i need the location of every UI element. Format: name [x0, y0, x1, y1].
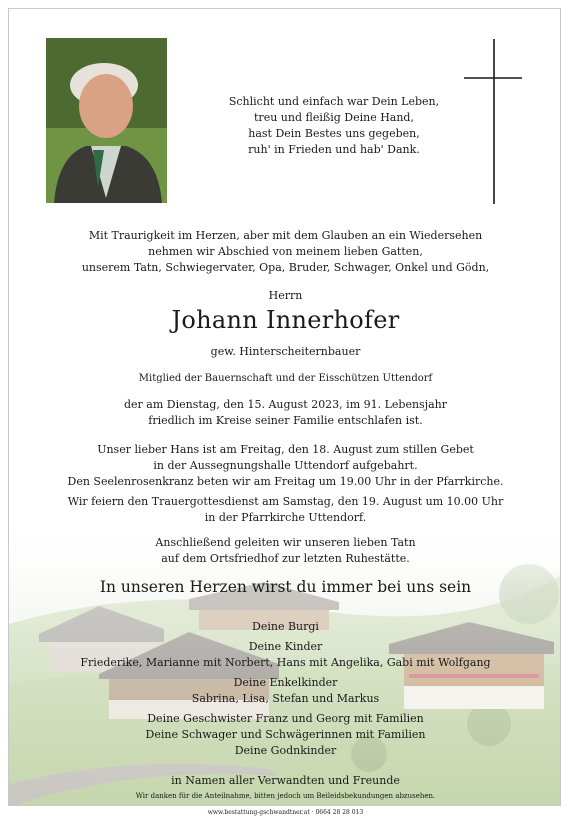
verse-line: treu und fleißig Deine Hand,: [254, 111, 414, 124]
verse-line: ruh' in Frieden und hab' Dank.: [248, 143, 420, 156]
latin-cross-icon: [464, 39, 524, 204]
mourner-line: Deine Enkelkinder: [233, 676, 338, 689]
funeral-home-contact: www.bestattung-gschwandtner.at · 0664 28 28 013: [207, 809, 364, 816]
footer-note: Wir danken für die Anteilnahme, bitten jedoch um Beileidsbekundungen abzusehen.: [135, 792, 436, 800]
detail-line: in der Pfarrkirche Uttendorf.: [204, 511, 367, 524]
obituary-card: [8, 8, 561, 806]
detail-line: in der Aussegnungshalle Uttendorf aufgebahrt.: [153, 459, 418, 472]
death-notice: [9, 397, 561, 429]
membership-line: Mitglied der Bauernschaft und der Eisschützen Uttendorf: [138, 373, 433, 384]
deceased-name: Johann Innerhofer: [171, 306, 400, 334]
death-line: der am Dienstag, den 15. August 2023, im 91. Lebensjahr: [123, 398, 448, 411]
verse-line: Schlicht und einfach war Dein Leben,: [228, 95, 440, 108]
mourner-line: Deine Kinder: [248, 640, 323, 653]
detail-line: Unser lieber Hans ist am Freitag, den 18. August zum stillen Gebet: [97, 443, 474, 456]
mourner-line: Deine Godnkinder: [234, 744, 337, 757]
intro-line: unserem Tatn, Schwiegervater, Opa, Bruder, Schwager, Onkel und Gödn,: [81, 261, 490, 274]
portrait-photo: [46, 38, 167, 203]
service-details: [9, 442, 561, 526]
mourner-line: in Namen aller Verwandten und Freunde: [171, 774, 400, 787]
death-line: friedlich im Kreise seiner Familie entschlafen ist.: [148, 414, 423, 427]
detail-line: Den Seelenrosenkranz beten wir am Freitag um 19.00 Uhr in der Pfarrkirche.: [67, 475, 504, 488]
intro-line: nehmen wir Abschied von meinem lieben Gatten,: [148, 245, 423, 258]
burial-notice: [9, 535, 561, 567]
mourner-line: Deine Schwager und Schwägerinnen mit Familien: [145, 728, 426, 741]
verse-line: hast Dein Bestes uns gegeben,: [248, 127, 420, 140]
burial-line: auf dem Ortsfriedhof zur letzten Ruhestätte.: [161, 552, 410, 565]
mourner-line: Sabrina, Lisa, Stefan und Markus: [191, 692, 380, 705]
memorial-verse: [199, 94, 469, 158]
mourner-line: Deine Geschwister Franz und Georg mit Familien: [147, 712, 424, 725]
mourners-list: [9, 619, 561, 789]
detail-line: Wir feiern den Trauergottesdienst am Samstag, den 19. August um 10.00 Uhr: [67, 495, 504, 508]
mourner-line: Friederike, Marianne mit Norbert, Hans mit Angelika, Gabi mit Wolfgang: [80, 656, 491, 669]
burial-line: Anschließend geleiten wir unseren lieben Tatn: [155, 536, 416, 549]
farm-title: gew. Hinterscheiternbauer: [210, 345, 361, 358]
intro-paragraph: [9, 228, 561, 276]
salutation: Herrn: [268, 289, 303, 302]
memorial-motto: In unseren Herzen wirst du immer bei uns sein: [99, 578, 472, 596]
mourner-line: Deine Burgi: [252, 620, 319, 633]
intro-line: Mit Traurigkeit im Herzen, aber mit dem Glauben an ein Wiedersehen: [88, 229, 483, 242]
